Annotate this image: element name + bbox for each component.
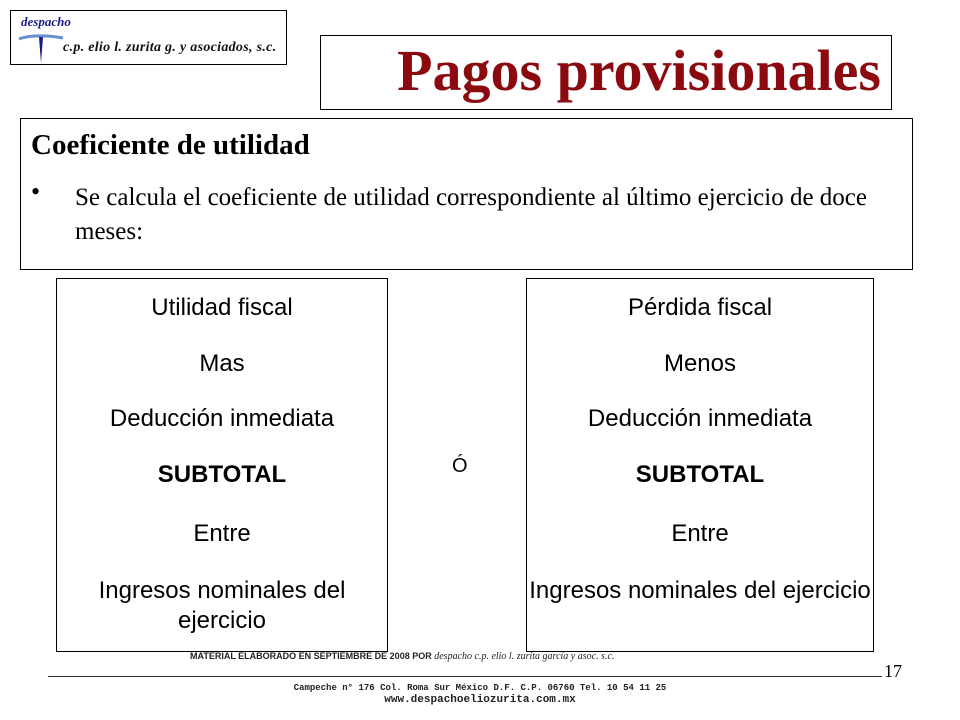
footer-website: www.despachoeliozurita.com.mx [384,694,576,706]
calc-line: Menos [663,350,737,377]
logo-firm-name: c.p. elio l. zurita g. y asociados, s.c. [63,40,277,55]
calc-line: Mas [199,350,245,377]
footer-address: Campeche n° 176 Col. Roma Sur México D.F. C.P. 06760 Tel. 10 54 11 25 [293,683,667,693]
page-number: 17 [884,661,902,681]
section-heading: Coeficiente de utilidad [31,129,310,161]
calc-line: Ingresos nominales del ejercicio [98,577,346,634]
footer-credit [190,651,614,662]
bullet-icon: • [31,177,41,206]
footer-credit-author: despacho c.p. elio l. zurita garcía y asoc. s.c. [434,651,615,662]
or-separator: Ó [452,455,468,477]
calc-subtotal: SUBTOTAL [635,461,765,488]
footer-divider [48,676,882,677]
company-logo [10,10,287,65]
calc-line: Utilidad fiscal [151,294,293,321]
profit-calculation-box [56,278,388,652]
bullet-text: Se calcula el coeficiente de utilidad correspondiente al último ejercicio de doce meses: [75,184,868,245]
section-panel [20,118,913,270]
footer-credit-text: MATERIAL ELABORADO EN SEPTIEMBRE DE 2008 POR [190,651,432,661]
logo-mark-icon [17,27,67,65]
page-title: Pagos provisionales [397,38,881,103]
calc-subtotal: SUBTOTAL [157,461,287,488]
calc-line: Entre [671,520,729,547]
title-frame [320,35,892,110]
calc-line: Entre [193,520,251,547]
calc-line: Deducción inmediata [109,405,335,432]
calc-line: Ingresos nominales del ejercicio [529,577,871,604]
calc-line: Deducción inmediata [587,405,813,432]
logo-word: despacho [21,14,71,29]
calc-line: Pérdida fiscal [627,294,773,321]
loss-calculation-box [526,278,874,652]
